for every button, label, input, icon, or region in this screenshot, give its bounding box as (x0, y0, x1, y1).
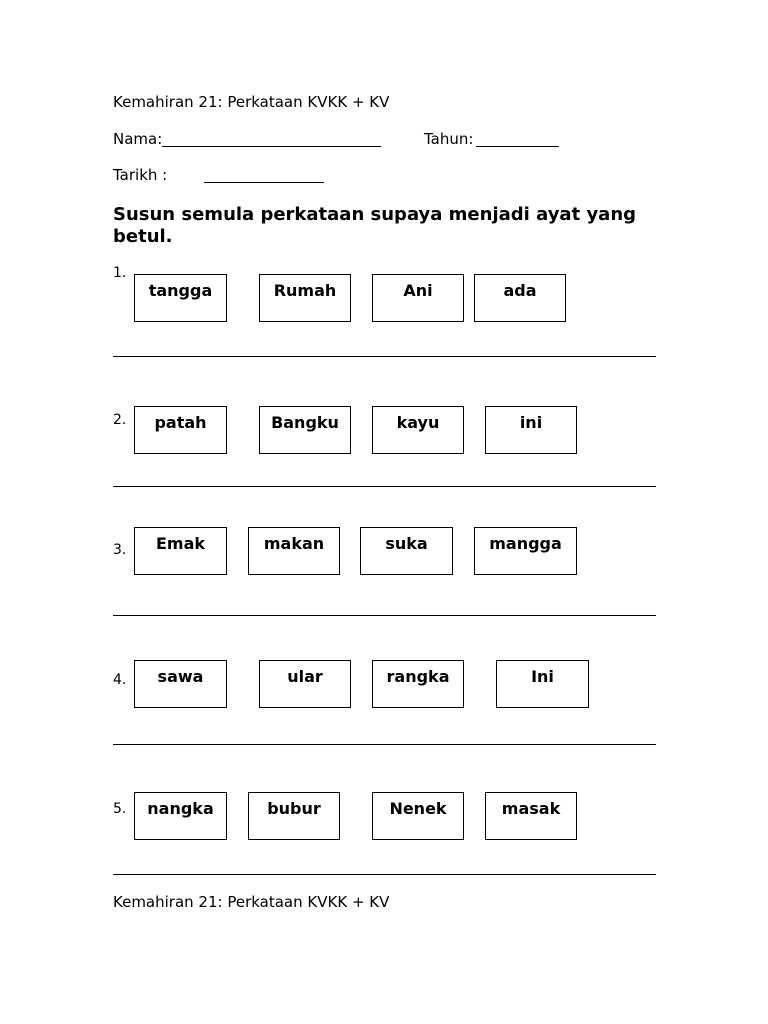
word-box: Rumah (259, 274, 351, 322)
question-number: 4. (113, 672, 127, 688)
answer-line[interactable] (113, 615, 656, 616)
question-number: 2. (113, 412, 127, 428)
question-number: 5. (113, 801, 127, 817)
word-box: mangga (474, 527, 577, 575)
word-box: ada (474, 274, 566, 322)
name-label: Nama: (113, 130, 163, 148)
date-label: Tarikh : (113, 166, 168, 184)
word-box: bubur (248, 792, 340, 840)
year-label: Tahun: (424, 130, 474, 148)
word-box: nangka (134, 792, 227, 840)
word-box: Ini (496, 660, 589, 708)
word-box: Ani (372, 274, 464, 322)
question-number: 3. (113, 542, 127, 558)
year-blank[interactable] (476, 146, 559, 147)
instruction-text: Susun semula perkataan supaya menjadi ayat yang betul. (113, 204, 637, 247)
word-box: kayu (372, 406, 464, 454)
footer-title: Kemahiran 21: Perkataan KVKK + KV (113, 893, 390, 911)
word-box: Bangku (259, 406, 351, 454)
date-blank[interactable] (204, 182, 324, 183)
answer-line[interactable] (113, 486, 656, 487)
answer-line[interactable] (113, 356, 656, 357)
word-box: patah (134, 406, 227, 454)
name-blank[interactable] (162, 146, 381, 147)
word-box: ular (259, 660, 351, 708)
question-number: 1. (113, 265, 127, 281)
word-box: ini (485, 406, 577, 454)
answer-line[interactable] (113, 744, 656, 745)
word-box: tangga (134, 274, 227, 322)
word-box: sawa (134, 660, 227, 708)
answer-line[interactable] (113, 874, 656, 875)
word-box: masak (485, 792, 577, 840)
word-box: makan (248, 527, 340, 575)
worksheet-title: Kemahiran 21: Perkataan KVKK + KV (113, 93, 390, 111)
word-box: Emak (134, 527, 227, 575)
word-box: suka (360, 527, 453, 575)
word-box: rangka (372, 660, 464, 708)
word-box: Nenek (372, 792, 464, 840)
